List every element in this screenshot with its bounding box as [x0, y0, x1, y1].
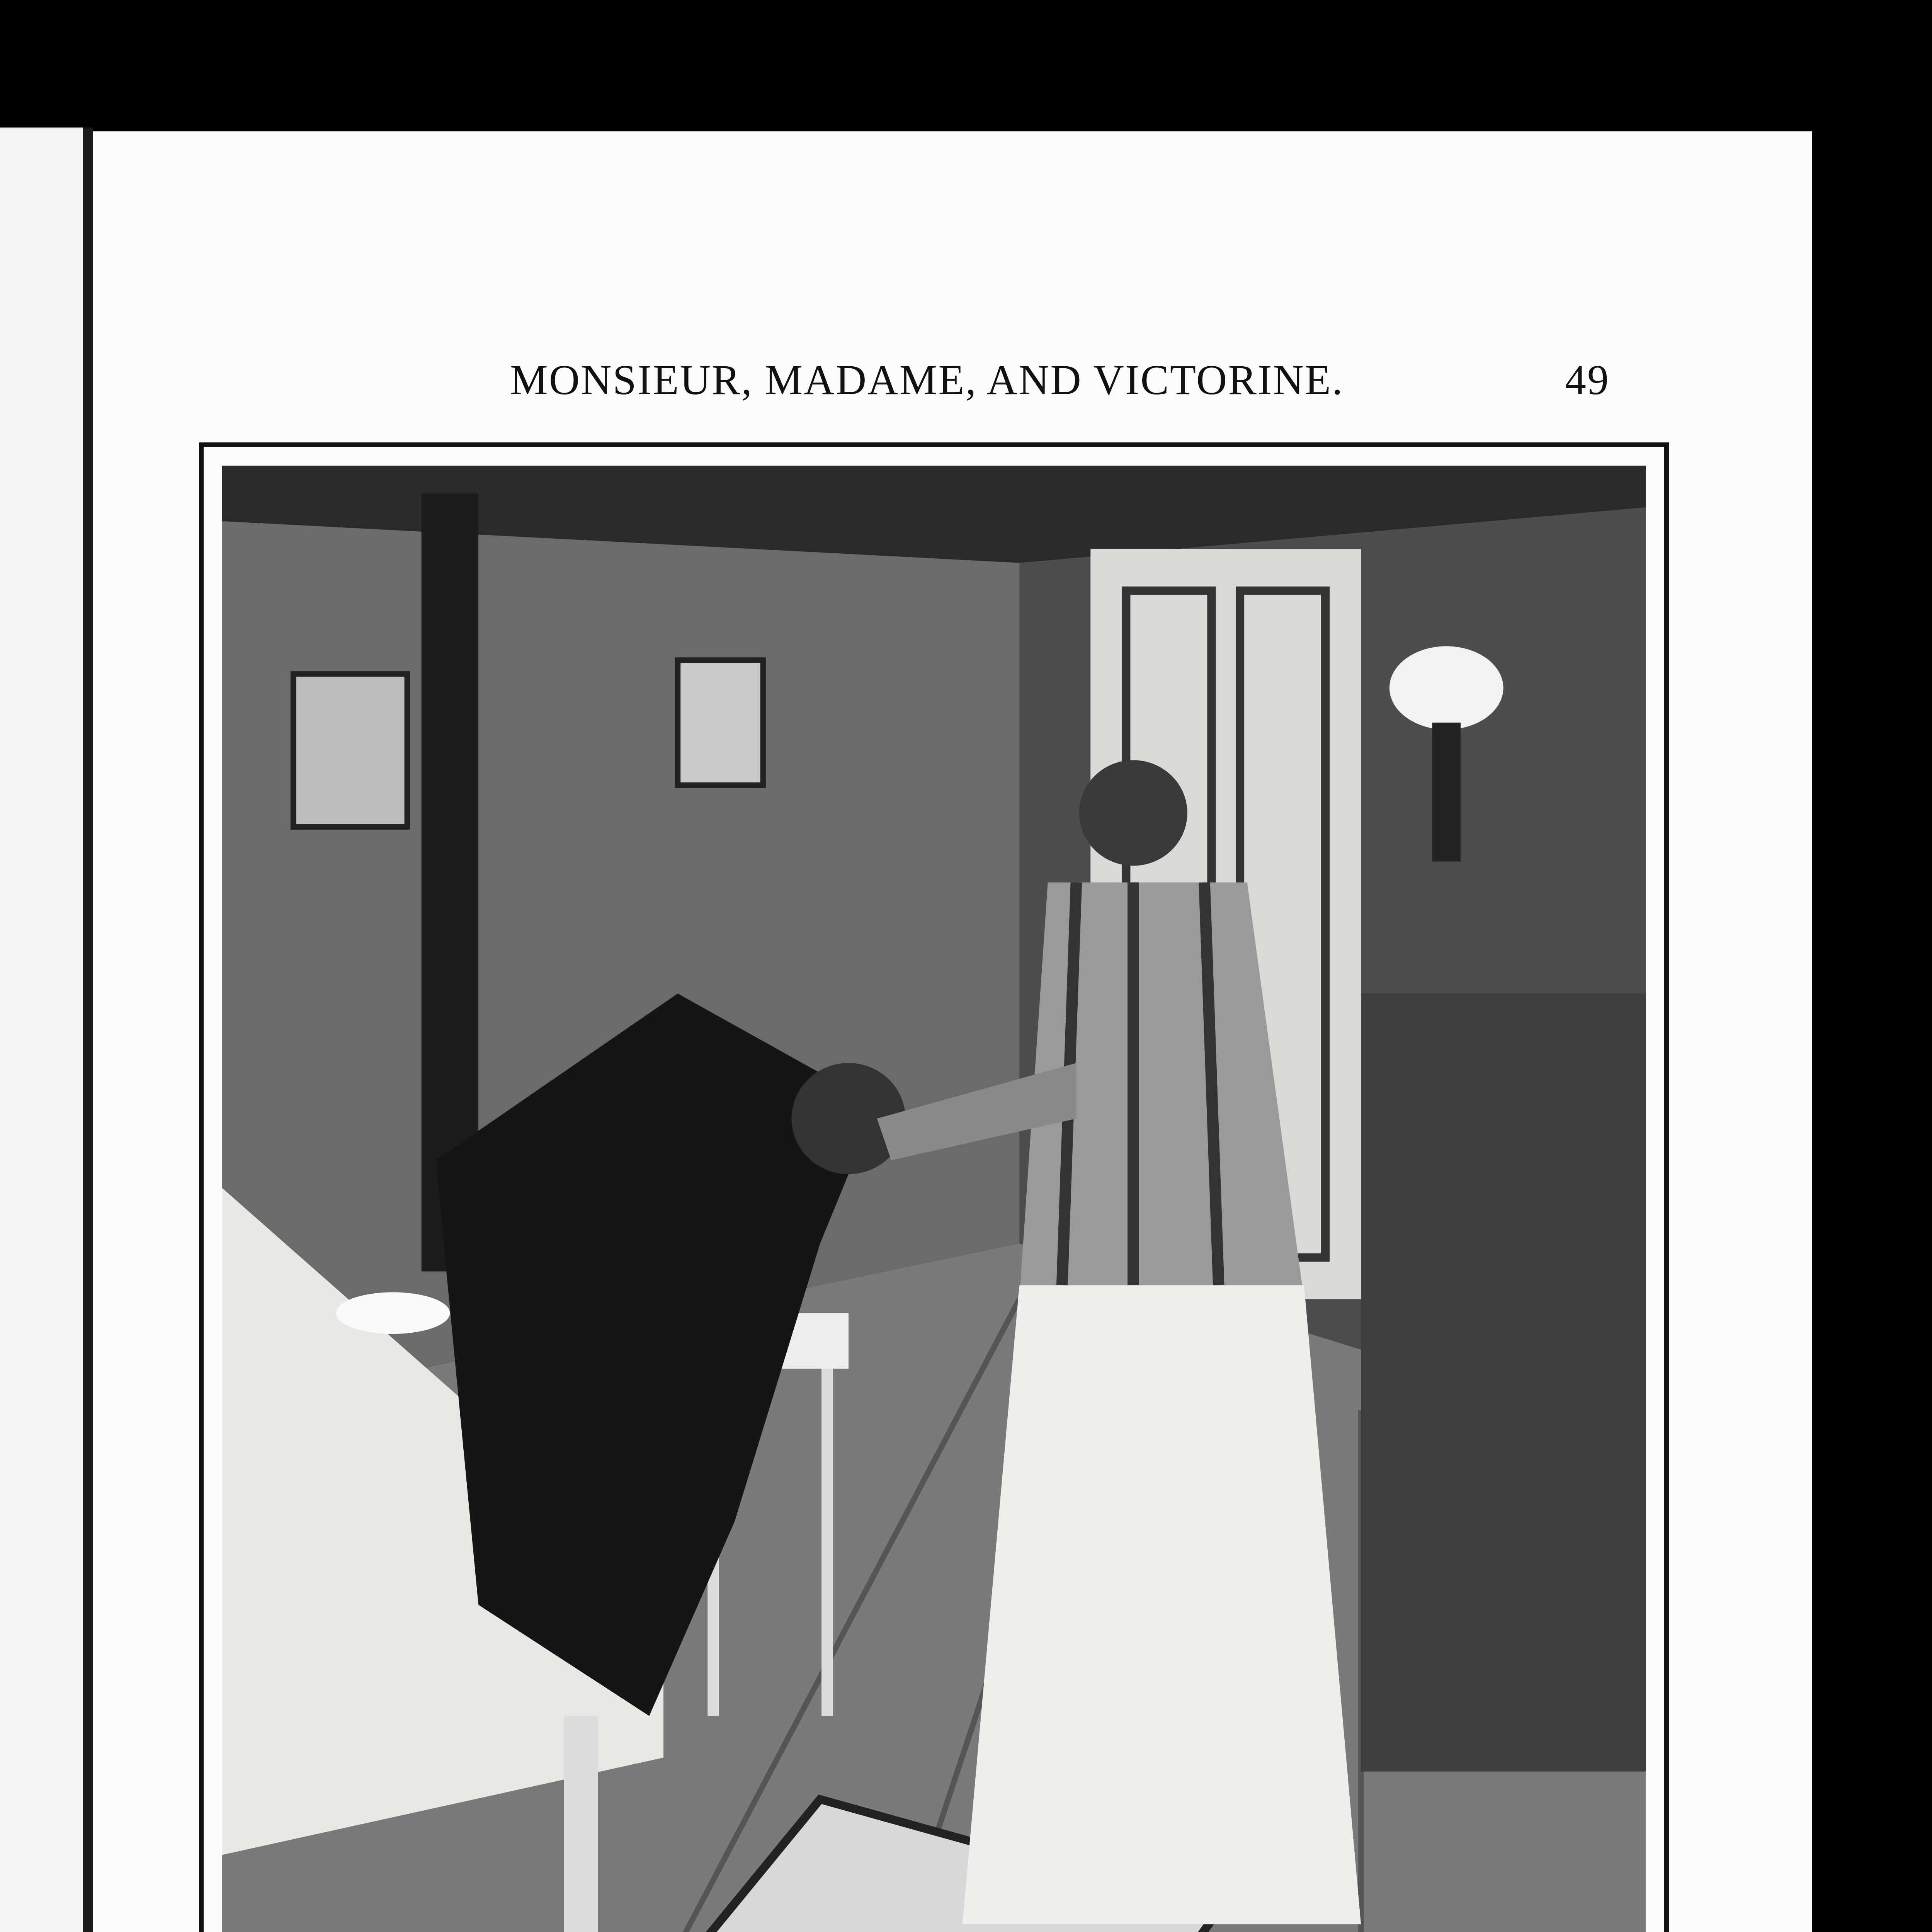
illustration-drawing [222, 466, 1646, 1932]
book-page [93, 131, 1812, 1932]
illustration-plate [199, 442, 1669, 1932]
page-number: 49 [1565, 356, 1610, 403]
running-head [93, 355, 1812, 410]
book-spine [83, 128, 93, 1932]
left-page-edge [0, 128, 93, 1932]
running-title: MONSIEUR, MADAME, AND VICTORINE. [510, 356, 1344, 403]
illustration [222, 466, 1646, 1932]
